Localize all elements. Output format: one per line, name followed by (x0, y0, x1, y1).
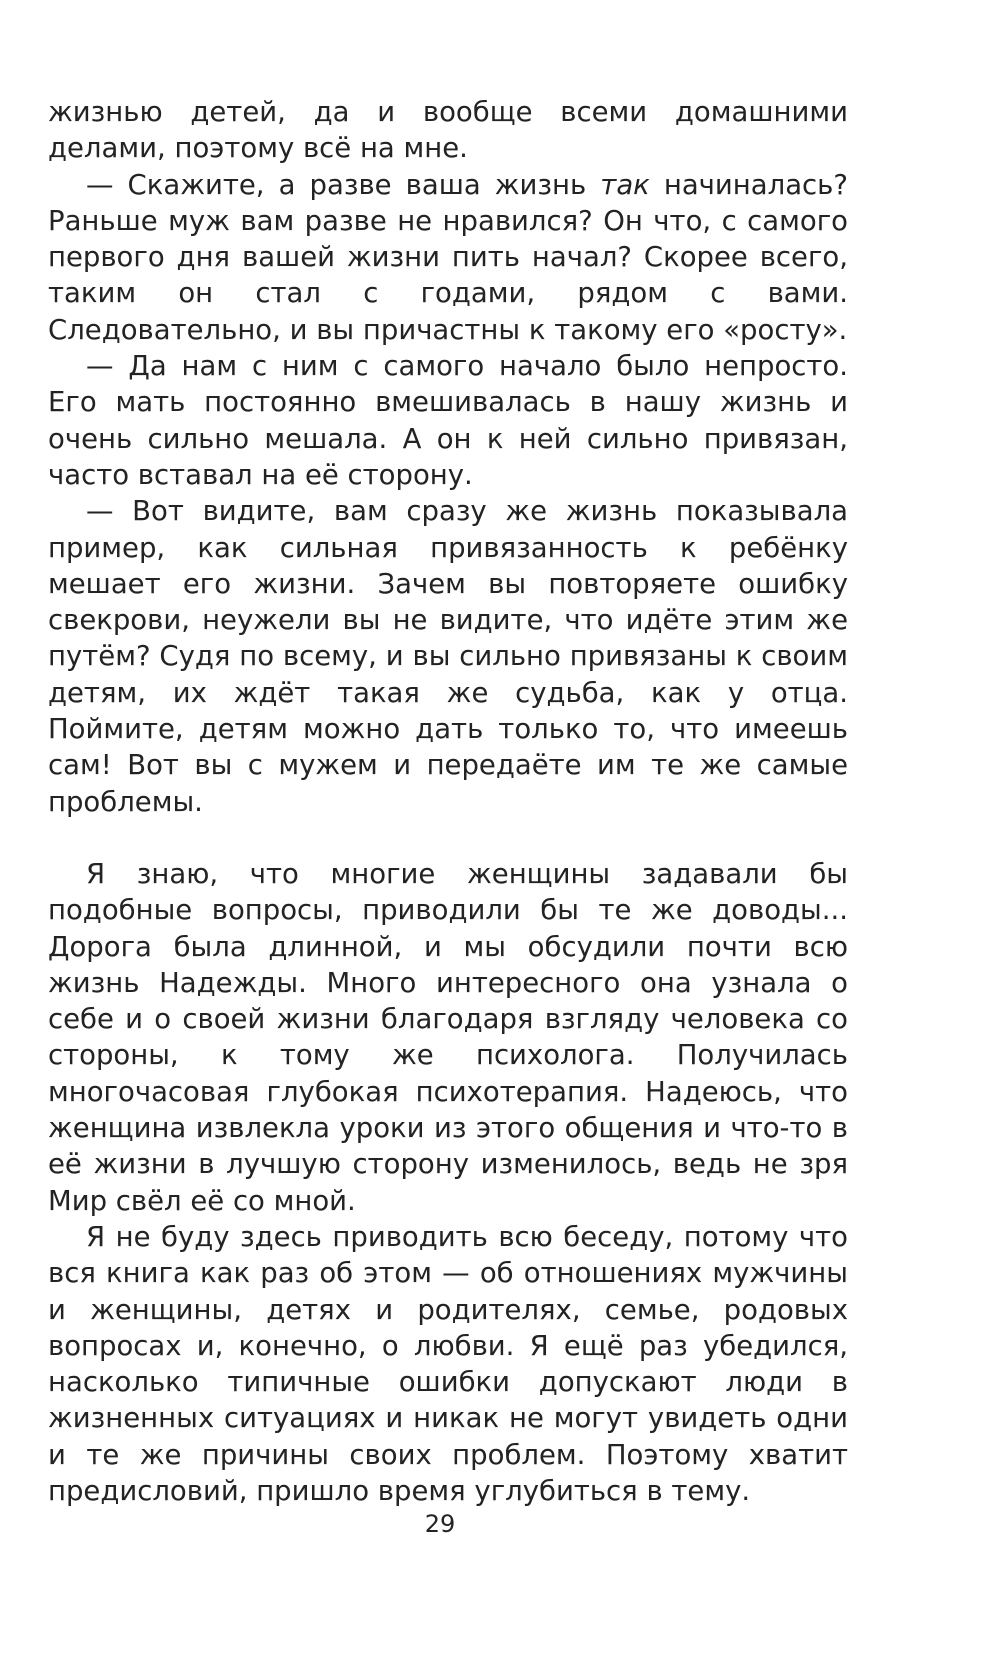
body-text (48, 94, 848, 1509)
paragraph-continuation: жизнью детей, да и вообще всеми домашними делами, поэтому всё на мне. (48, 96, 848, 165)
paragraph-dialogue-answer: — Да нам с ним с самого начало было непросто. Его мать постоянно вмешивалась в нашу жизнь и очень сильно мешала. А он к ней сильно привязан, часто вставал на её сторону. (48, 350, 848, 491)
paragraph-conclusion: Я не буду здесь приводить всю беседу, потому что вся книга как раз об этом — об отношениях мужчины и женщины, детях и родителях, семье, родовых вопросах и, конечно, о любви. Я ещё раз убедился, насколько типичные ошибки допускают люди в жизненных ситуациях и никак не могут увидеть одни и те же причины своих проблем. Поэтому хватит предисловий, пришло время углубиться в тему. (48, 1220, 848, 1507)
emphasized-word: так (600, 168, 650, 201)
paragraph-dialogue-question (48, 167, 848, 348)
paragraph-narration: Я знаю, что многие женщины задавали бы подобные вопросы, приводили бы те же доводы... Дорога была длинной, и мы обсудили почти всю жизнь Надежды. Много интересного она узнала о себе и о своей жизни благодаря взгляду человека со стороны, к тому же психолога. Получилась многочасовая глубокая психотерапия. Надеюсь, что женщина извлекла уроки из этого общения и что-то в её жизни в лучшую сторону изменилось, ведь не зря Мир свёл её со мной. (48, 857, 848, 1217)
paragraph-dialogue-question-start: — Скажите, а разве ваша жизнь (86, 168, 601, 201)
page-number: 29 (424, 1510, 456, 1538)
paragraph-dialogue-response: — Вот видите, вам сразу же жизнь показывала пример, как сильная привязанность к ребёнку мешает его жизни. Зачем вы повторяете ошибку свекрови, неужели вы не видите, что идёте этим же путём? Судя по всему, и вы сильно привязаны к своим детям, их ждёт такая же судьба, как у отца. Поймите, детям можно дать только то, что имеешь сам! Вот вы с мужем и передаёте им те же самые проблемы. (48, 495, 848, 818)
paragraph-dialogue-question-end: начиналась? Раньше муж вам разве не нравился? Он что, с самого первого дня вашей жизни пить начал? Скорее всего, таким он стал с годами, рядом с вами. Следовательно, и вы причастны к такому его «росту». (48, 168, 848, 346)
